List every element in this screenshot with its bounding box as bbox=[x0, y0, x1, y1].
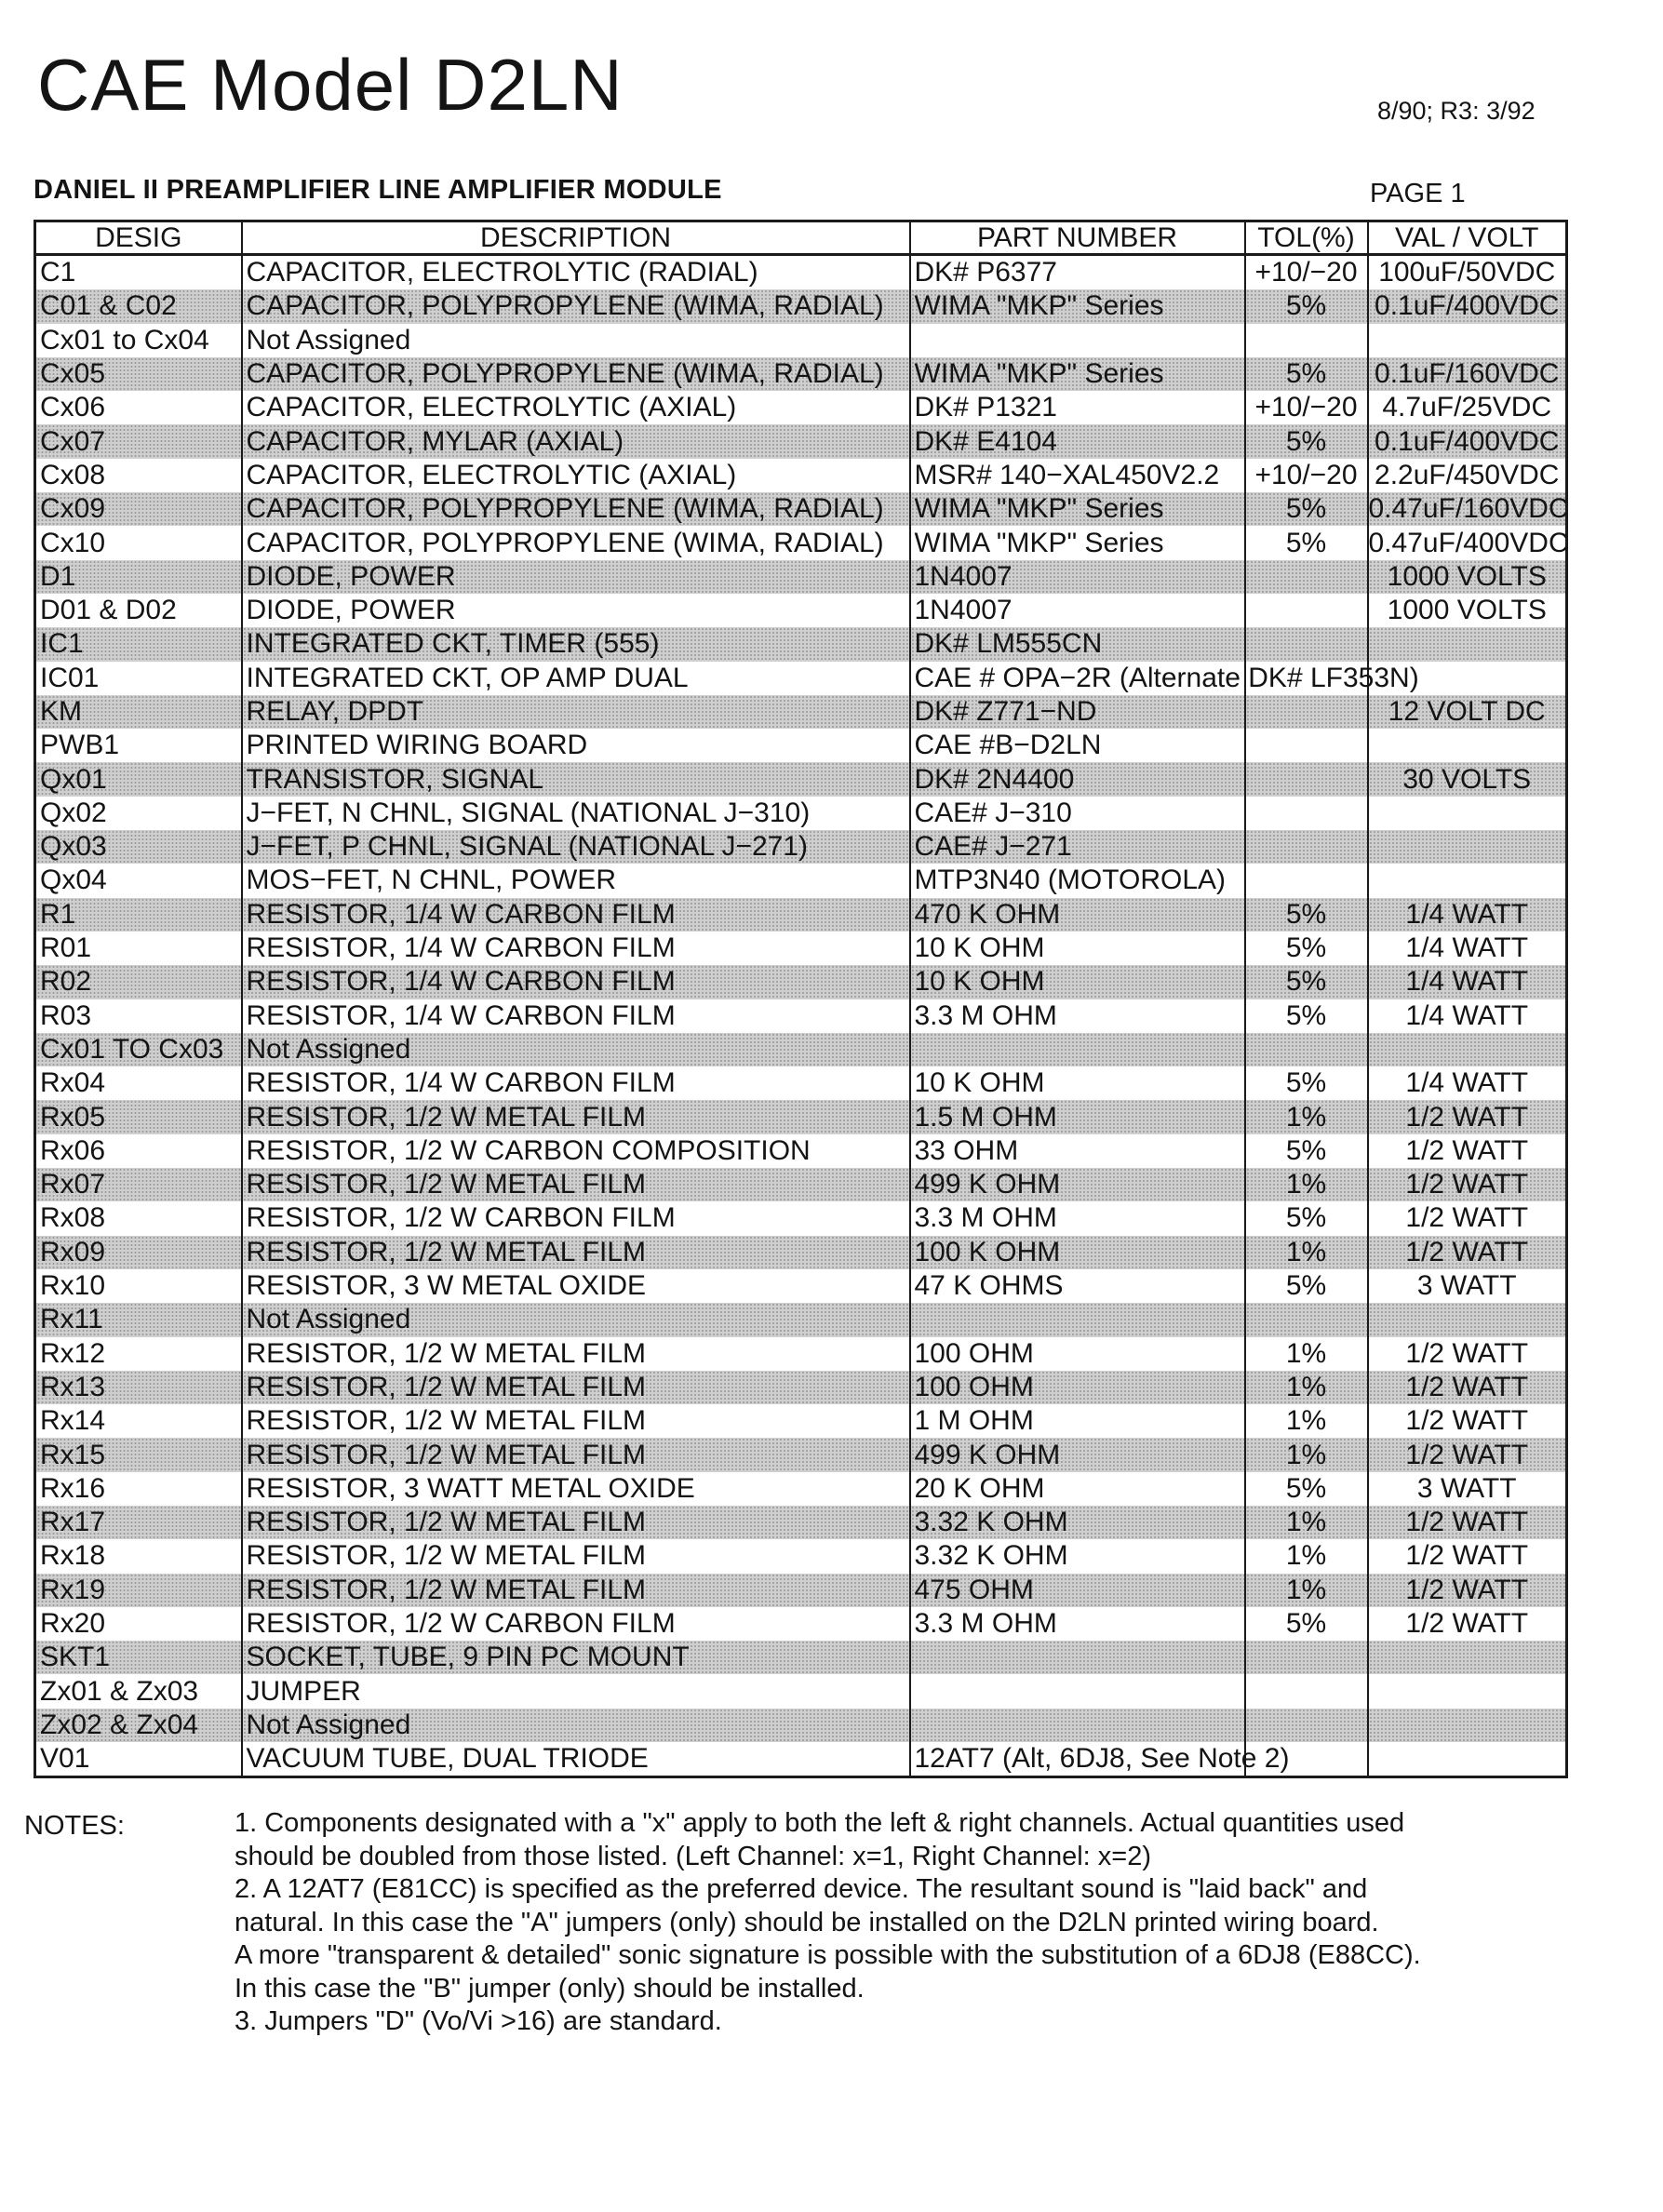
cell-description: PRINTED WIRING BOARD bbox=[242, 729, 910, 762]
cell-desig: Rx07 bbox=[35, 1168, 242, 1201]
cell-value: 3 WATT bbox=[1416, 1270, 1517, 1302]
cell-description: RESISTOR, 1/2 W CARBON COMPOSITION bbox=[242, 1134, 910, 1168]
cell-value bbox=[1368, 627, 1567, 661]
cell-tolerance bbox=[1245, 729, 1368, 762]
revision-date: 8/90; R3: 3/92 bbox=[1377, 97, 1536, 125]
cell-value: 100uF/50VDC bbox=[1378, 257, 1556, 288]
cell-tolerance: 1% bbox=[1245, 1337, 1368, 1371]
cell-part-number: 47 K OHMS bbox=[910, 1269, 1245, 1303]
cell-part-number: DK# 2N4400 bbox=[910, 762, 1245, 796]
cell-description: Not Assigned bbox=[242, 1303, 910, 1336]
cell-description: CAPACITOR, POLYPROPYLENE (WIMA, RADIAL) bbox=[242, 357, 910, 391]
cell-value bbox=[1368, 729, 1567, 762]
note-line: 2. A 12AT7 (E81CC) is specified as the preferred device. The resultant sound is "laid back" and bbox=[235, 1874, 1368, 1904]
cell-desig: Rx04 bbox=[35, 1066, 242, 1100]
cell-desig: Cx01 to Cx04 bbox=[35, 324, 242, 357]
table-row bbox=[35, 627, 1567, 661]
note-line: should be doubled from those listed. (Left Channel: x=1, Right Channel: x=2) bbox=[235, 1841, 1151, 1871]
cell-value: 1/2 WATT bbox=[1405, 1134, 1529, 1166]
cell-tolerance: 5% bbox=[1245, 1201, 1368, 1235]
cell-value: 12 VOLT DC bbox=[1368, 695, 1567, 729]
cell-part-number: 3.32 K OHM bbox=[910, 1506, 1245, 1539]
document-subtitle: DANIEL II PREAMPLIFIER LINE AMPLIFIER MODULE bbox=[34, 175, 722, 205]
cell-value bbox=[1368, 1303, 1567, 1336]
table-row bbox=[35, 1607, 1567, 1641]
table-row bbox=[35, 1134, 1567, 1168]
cell-value: 1/4 WATT bbox=[1405, 1067, 1529, 1099]
cell-part-number: MSR# 140−XAL450V2.2 bbox=[910, 459, 1245, 492]
table-row bbox=[35, 1404, 1567, 1438]
cell-tolerance: 1% bbox=[1245, 1100, 1368, 1133]
cell-tolerance: 5% bbox=[1245, 492, 1368, 526]
cell-part-number bbox=[910, 1674, 1245, 1708]
cell-description: DIODE, POWER bbox=[242, 560, 910, 594]
note-line: 1. Components designated with a "x" apply to both the left & right channels. Actual quantities used bbox=[235, 1808, 1405, 1838]
table-row bbox=[35, 424, 1567, 458]
cell-tolerance: 5% bbox=[1245, 424, 1368, 458]
cell-part-number: MTP3N40 (MOTOROLA) bbox=[910, 864, 1245, 897]
table-row bbox=[35, 1539, 1567, 1573]
cell-desig: Cx10 bbox=[35, 526, 242, 559]
cell-tolerance bbox=[1245, 560, 1368, 594]
cell-part-number: CAE # OPA−2R (Alternate DK# LF353N) bbox=[910, 662, 1245, 695]
cell-part-number: WIMA "MKP" Series bbox=[910, 289, 1245, 323]
cell-part-number: WIMA "MKP" Series bbox=[910, 357, 1245, 391]
cell-value: 1/4 WATT bbox=[1368, 965, 1567, 999]
table-row bbox=[35, 1269, 1567, 1303]
cell-part-number bbox=[910, 1641, 1245, 1674]
cell-description: RESISTOR, 3 WATT METAL OXIDE bbox=[242, 1472, 910, 1506]
table-row bbox=[35, 492, 1567, 526]
table-header-row bbox=[35, 221, 1567, 255]
cell-value: 1000 VOLTS bbox=[1368, 560, 1567, 594]
cell-desig: Qx04 bbox=[35, 864, 242, 897]
cell-tolerance: 1% bbox=[1245, 1371, 1368, 1404]
cell-description: RESISTOR, 1/4 W CARBON FILM bbox=[242, 965, 910, 999]
cell-description: JUMPER bbox=[242, 1674, 910, 1708]
cell-tolerance: +10/−20 bbox=[1245, 255, 1368, 290]
cell-desig: Rx15 bbox=[35, 1438, 242, 1471]
cell-value: 1/2 WATT bbox=[1368, 1506, 1567, 1539]
note-line: 3. Jumpers "D" (Vo/Vi >16) are standard. bbox=[235, 2006, 722, 2036]
cell-desig: Qx01 bbox=[35, 762, 242, 796]
cell-part-number: DK# Z771−ND bbox=[910, 695, 1245, 729]
cell-desig: Rx06 bbox=[35, 1134, 242, 1168]
cell-part-number: 3.32 K OHM bbox=[910, 1539, 1245, 1573]
cell-part-number: 3.3 M OHM bbox=[910, 999, 1245, 1033]
cell-part-number: DK# P1321 bbox=[910, 391, 1245, 424]
cell-tolerance bbox=[1245, 1303, 1368, 1336]
table-row bbox=[35, 526, 1567, 559]
table-row bbox=[35, 391, 1567, 424]
cell-part-number: 100 OHM bbox=[910, 1371, 1245, 1404]
table-row bbox=[35, 1574, 1567, 1607]
table-row bbox=[35, 965, 1567, 999]
cell-tolerance: 1% bbox=[1245, 1168, 1368, 1201]
cell-tolerance: 1% bbox=[1245, 1539, 1368, 1573]
cell-desig: PWB1 bbox=[35, 729, 242, 762]
table-row bbox=[35, 1201, 1567, 1235]
cell-desig: Rx19 bbox=[35, 1574, 242, 1607]
table-row bbox=[35, 1709, 1567, 1742]
table-row bbox=[35, 999, 1567, 1033]
cell-value: 1/2 WATT bbox=[1405, 1608, 1529, 1640]
cell-desig: D01 & D02 bbox=[35, 594, 242, 627]
table-row bbox=[35, 729, 1567, 762]
cell-description: CAPACITOR, ELECTROLYTIC (AXIAL) bbox=[242, 391, 910, 424]
cell-part-number: CAE #B−D2LN bbox=[910, 729, 1245, 762]
cell-value: 1/2 WATT bbox=[1368, 1574, 1567, 1607]
cell-desig: R01 bbox=[35, 932, 242, 965]
cell-desig: R1 bbox=[35, 898, 242, 932]
cell-description: INTEGRATED CKT, OP AMP DUAL bbox=[242, 662, 910, 695]
cell-tolerance: 5% bbox=[1245, 932, 1368, 965]
cell-tolerance: 1% bbox=[1245, 1404, 1368, 1438]
cell-description: RESISTOR, 1/2 W METAL FILM bbox=[242, 1404, 910, 1438]
note-line: natural. In this case the "A" jumpers (only) should be installed on the D2LN printed wiring board. bbox=[235, 1907, 1379, 1937]
cell-description: RESISTOR, 1/4 W CARBON FILM bbox=[242, 1066, 910, 1100]
cell-desig: IC1 bbox=[35, 627, 242, 661]
page-number: PAGE 1 bbox=[1370, 179, 1466, 208]
table-row bbox=[35, 357, 1567, 391]
cell-part-number: 10 K OHM bbox=[910, 1066, 1245, 1100]
cell-desig: C1 bbox=[35, 255, 242, 290]
cell-value bbox=[1368, 864, 1567, 897]
cell-tolerance bbox=[1245, 762, 1368, 796]
cell-part-number: 499 K OHM bbox=[910, 1438, 1245, 1471]
document-title: CAE Model D2LN bbox=[37, 44, 624, 126]
cell-tolerance: 1% bbox=[1245, 1438, 1368, 1471]
cell-description: RESISTOR, 1/4 W CARBON FILM bbox=[242, 932, 910, 965]
cell-value: 1/4 WATT bbox=[1405, 932, 1529, 964]
cell-value: 1/2 WATT bbox=[1405, 1202, 1529, 1234]
cell-description: RESISTOR, 1/2 W METAL FILM bbox=[242, 1574, 910, 1607]
cell-tolerance bbox=[1245, 830, 1368, 864]
cell-part-number: 1 M OHM bbox=[910, 1404, 1245, 1438]
cell-description: TRANSISTOR, SIGNAL bbox=[242, 762, 910, 796]
cell-desig: Cx06 bbox=[35, 391, 242, 424]
table-row bbox=[35, 898, 1567, 932]
column-header-desig: DESIG bbox=[35, 221, 242, 255]
cell-description: RESISTOR, 1/4 W CARBON FILM bbox=[242, 898, 910, 932]
cell-desig: Rx17 bbox=[35, 1506, 242, 1539]
cell-value bbox=[1368, 1742, 1567, 1777]
table-row bbox=[35, 324, 1567, 357]
cell-tolerance: 5% bbox=[1245, 1472, 1368, 1506]
cell-value: 1/2 WATT bbox=[1405, 1405, 1529, 1437]
cell-part-number: WIMA "MKP" Series bbox=[910, 492, 1245, 526]
cell-description: RESISTOR, 1/2 W METAL FILM bbox=[242, 1506, 910, 1539]
table-row bbox=[35, 1438, 1567, 1471]
table-row bbox=[35, 1641, 1567, 1674]
cell-description: DIODE, POWER bbox=[242, 594, 910, 627]
cell-tolerance: +10/−20 bbox=[1245, 391, 1368, 424]
cell-part-number bbox=[910, 1303, 1245, 1336]
cell-desig: Zx01 & Zx03 bbox=[35, 1674, 242, 1708]
cell-description: Not Assigned bbox=[242, 324, 910, 357]
column-header-part-number: PART NUMBER bbox=[910, 221, 1245, 255]
cell-tolerance: +10/−20 bbox=[1245, 459, 1368, 492]
cell-value bbox=[1368, 1674, 1567, 1708]
cell-desig: Rx12 bbox=[35, 1337, 242, 1371]
table-row bbox=[35, 1472, 1567, 1506]
cell-tolerance bbox=[1245, 864, 1368, 897]
cell-tolerance: 5% bbox=[1245, 1134, 1368, 1168]
cell-part-number bbox=[910, 1033, 1245, 1066]
cell-tolerance: 5% bbox=[1245, 526, 1368, 559]
cell-part-number: WIMA "MKP" Series bbox=[910, 526, 1245, 559]
table-row bbox=[35, 830, 1567, 864]
cell-desig: Cx05 bbox=[35, 357, 242, 391]
column-header-tolerance: TOL(%) bbox=[1245, 221, 1368, 255]
cell-tolerance bbox=[1245, 1033, 1368, 1066]
cell-value: 1/2 WATT bbox=[1405, 1337, 1529, 1369]
cell-desig: R02 bbox=[35, 965, 242, 999]
cell-tolerance: 1% bbox=[1245, 1236, 1368, 1269]
table-row bbox=[35, 560, 1567, 594]
table-row bbox=[35, 1236, 1567, 1269]
cell-description: Not Assigned bbox=[242, 1709, 910, 1742]
cell-value: 1/2 WATT bbox=[1405, 1540, 1529, 1572]
table-row bbox=[35, 594, 1567, 627]
cell-desig: Cx09 bbox=[35, 492, 242, 526]
cell-part-number: DK# P6377 bbox=[910, 255, 1245, 290]
cell-desig: Rx09 bbox=[35, 1236, 242, 1269]
cell-value: 3 WATT bbox=[1416, 1472, 1517, 1504]
cell-desig: Rx14 bbox=[35, 1404, 242, 1438]
cell-value: 30 VOLTS bbox=[1368, 762, 1567, 796]
cell-desig: Qx03 bbox=[35, 830, 242, 864]
cell-value: 4.7uF/25VDC bbox=[1382, 392, 1552, 423]
cell-description: RESISTOR, 1/2 W METAL FILM bbox=[242, 1168, 910, 1201]
cell-description: VACUUM TUBE, DUAL TRIODE bbox=[242, 1742, 910, 1777]
cell-description: RESISTOR, 1/2 W METAL FILM bbox=[242, 1337, 910, 1371]
cell-tolerance: 5% bbox=[1245, 898, 1368, 932]
cell-description: RESISTOR, 1/2 W METAL FILM bbox=[242, 1371, 910, 1404]
cell-desig: Zx02 & Zx04 bbox=[35, 1709, 242, 1742]
cell-tolerance bbox=[1245, 627, 1368, 661]
cell-part-number bbox=[910, 324, 1245, 357]
table-row bbox=[35, 289, 1567, 323]
cell-description: RELAY, DPDT bbox=[242, 695, 910, 729]
cell-part-number: 499 K OHM bbox=[910, 1168, 1245, 1201]
cell-desig: KM bbox=[35, 695, 242, 729]
cell-tolerance: 5% bbox=[1245, 965, 1368, 999]
cell-description: INTEGRATED CKT, TIMER (555) bbox=[242, 627, 910, 661]
cell-description: J−FET, P CHNL, SIGNAL (NATIONAL J−271) bbox=[242, 830, 910, 864]
cell-value: 0.1uF/160VDC bbox=[1368, 357, 1567, 391]
cell-desig: Rx18 bbox=[35, 1539, 242, 1573]
cell-description: CAPACITOR, POLYPROPYLENE (WIMA, RADIAL) bbox=[242, 289, 910, 323]
cell-desig: Cx07 bbox=[35, 424, 242, 458]
cell-tolerance: 5% bbox=[1245, 1269, 1368, 1303]
cell-tolerance bbox=[1245, 324, 1368, 357]
column-header-value-voltage: VAL / VOLT bbox=[1368, 221, 1567, 255]
table-row bbox=[35, 1506, 1567, 1539]
cell-description: CAPACITOR, POLYPROPYLENE (WIMA, RADIAL) bbox=[242, 526, 910, 559]
cell-part-number: 10 K OHM bbox=[910, 965, 1245, 999]
cell-part-number: 475 OHM bbox=[910, 1574, 1245, 1607]
cell-desig: SKT1 bbox=[35, 1641, 242, 1674]
cell-part-number: 1.5 M OHM bbox=[910, 1100, 1245, 1133]
cell-value: 0.47uF/400VDC bbox=[1368, 527, 1569, 558]
table-row bbox=[35, 1066, 1567, 1100]
cell-desig: Rx13 bbox=[35, 1371, 242, 1404]
cell-value: 1/2 WATT bbox=[1368, 1236, 1567, 1269]
cell-part-number: DK# E4104 bbox=[910, 424, 1245, 458]
cell-desig: IC01 bbox=[35, 662, 242, 695]
cell-part-number: CAE# J−310 bbox=[910, 797, 1245, 830]
cell-description: CAPACITOR, POLYPROPYLENE (WIMA, RADIAL) bbox=[242, 492, 910, 526]
cell-desig: Rx11 bbox=[35, 1303, 242, 1336]
cell-tolerance: 5% bbox=[1245, 357, 1368, 391]
cell-desig: Cx01 TO Cx03 bbox=[35, 1033, 242, 1066]
cell-part-number: 1N4007 bbox=[910, 560, 1245, 594]
cell-value bbox=[1368, 1709, 1567, 1742]
cell-description: CAPACITOR, MYLAR (AXIAL) bbox=[242, 424, 910, 458]
note-line: A more "transparent & detailed" sonic signature is possible with the substitution of a 6DJ8 (E88CC). bbox=[235, 1940, 1421, 1970]
cell-part-number: 470 K OHM bbox=[910, 898, 1245, 932]
parts-table bbox=[34, 220, 1568, 1778]
table-row bbox=[35, 1168, 1567, 1201]
cell-value bbox=[1368, 1033, 1567, 1066]
cell-description: SOCKET, TUBE, 9 PIN PC MOUNT bbox=[242, 1641, 910, 1674]
cell-description: RESISTOR, 1/2 W METAL FILM bbox=[242, 1236, 910, 1269]
cell-part-number: 20 K OHM bbox=[910, 1472, 1245, 1506]
table-row bbox=[35, 1337, 1567, 1371]
cell-tolerance: 5% bbox=[1245, 289, 1368, 323]
table-row bbox=[35, 1674, 1567, 1708]
cell-part-number: 3.3 M OHM bbox=[910, 1201, 1245, 1235]
table-row bbox=[35, 1742, 1567, 1777]
cell-part-number: 100 OHM bbox=[910, 1337, 1245, 1371]
cell-part-number: DK# LM555CN bbox=[910, 627, 1245, 661]
cell-desig: Rx16 bbox=[35, 1472, 242, 1506]
table-row bbox=[35, 762, 1567, 796]
cell-part-number: 3.3 M OHM bbox=[910, 1607, 1245, 1641]
cell-value bbox=[1368, 324, 1567, 357]
cell-part-number: 100 K OHM bbox=[910, 1236, 1245, 1269]
cell-value: 1/2 WATT bbox=[1368, 1168, 1567, 1201]
cell-part-number: 10 K OHM bbox=[910, 932, 1245, 965]
cell-value: 1/2 WATT bbox=[1368, 1438, 1567, 1471]
cell-description: RESISTOR, 1/4 W CARBON FILM bbox=[242, 999, 910, 1033]
table-row bbox=[35, 1100, 1567, 1133]
cell-part-number: 12AT7 (Alt, 6DJ8, See Note 2) bbox=[910, 1742, 1245, 1777]
column-header-description: DESCRIPTION bbox=[242, 221, 910, 255]
table-row bbox=[35, 695, 1567, 729]
cell-value: 0.47uF/160VDC bbox=[1368, 492, 1567, 526]
cell-part-number bbox=[910, 1709, 1245, 1742]
cell-value bbox=[1368, 797, 1567, 830]
notes-block bbox=[235, 1807, 1575, 2039]
cell-tolerance bbox=[1245, 797, 1368, 830]
cell-tolerance: 5% bbox=[1245, 1607, 1368, 1641]
cell-tolerance: 5% bbox=[1245, 999, 1368, 1033]
cell-description: CAPACITOR, ELECTROLYTIC (AXIAL) bbox=[242, 459, 910, 492]
cell-value bbox=[1368, 1641, 1567, 1674]
cell-description: MOS−FET, N CHNL, POWER bbox=[242, 864, 910, 897]
cell-part-number: 33 OHM bbox=[910, 1134, 1245, 1168]
cell-value: 1/4 WATT bbox=[1405, 999, 1529, 1031]
table-row bbox=[35, 255, 1567, 290]
cell-desig: Rx10 bbox=[35, 1269, 242, 1303]
table-row bbox=[35, 459, 1567, 492]
table-row bbox=[35, 1033, 1567, 1066]
cell-tolerance bbox=[1245, 695, 1368, 729]
cell-tolerance: 5% bbox=[1245, 1066, 1368, 1100]
cell-description: J−FET, N CHNL, SIGNAL (NATIONAL J−310) bbox=[242, 797, 910, 830]
cell-tolerance: 1% bbox=[1245, 1574, 1368, 1607]
table-row bbox=[35, 1371, 1567, 1404]
cell-desig: Rx08 bbox=[35, 1201, 242, 1235]
cell-desig: R03 bbox=[35, 999, 242, 1033]
cell-value: 2.2uF/450VDC bbox=[1375, 459, 1560, 490]
cell-value: 1/4 WATT bbox=[1368, 898, 1567, 932]
cell-desig: Rx20 bbox=[35, 1607, 242, 1641]
cell-description: RESISTOR, 1/2 W CARBON FILM bbox=[242, 1607, 910, 1641]
cell-desig: Cx08 bbox=[35, 459, 242, 492]
cell-description: RESISTOR, 1/2 W CARBON FILM bbox=[242, 1201, 910, 1235]
cell-description: RESISTOR, 1/2 W METAL FILM bbox=[242, 1438, 910, 1471]
cell-description: RESISTOR, 3 W METAL OXIDE bbox=[242, 1269, 910, 1303]
cell-tolerance bbox=[1245, 1709, 1368, 1742]
cell-desig: Rx05 bbox=[35, 1100, 242, 1133]
table-row bbox=[35, 662, 1567, 695]
cell-description: Not Assigned bbox=[242, 1033, 910, 1066]
cell-desig: D1 bbox=[35, 560, 242, 594]
cell-desig: V01 bbox=[35, 1742, 242, 1777]
cell-desig: Qx02 bbox=[35, 797, 242, 830]
cell-value: 1000 VOLTS bbox=[1387, 595, 1547, 626]
parts-table-body bbox=[35, 255, 1567, 1777]
cell-value: 1/2 WATT bbox=[1368, 1371, 1567, 1404]
cell-description: RESISTOR, 1/2 W METAL FILM bbox=[242, 1100, 910, 1133]
cell-value: 0.1uF/400VDC bbox=[1368, 289, 1567, 323]
cell-tolerance bbox=[1245, 1641, 1368, 1674]
cell-tolerance bbox=[1245, 594, 1368, 627]
table-row bbox=[35, 864, 1567, 897]
cell-value: 1/2 WATT bbox=[1368, 1100, 1567, 1133]
cell-description: RESISTOR, 1/2 W METAL FILM bbox=[242, 1539, 910, 1573]
cell-part-number: 1N4007 bbox=[910, 594, 1245, 627]
table-row bbox=[35, 1303, 1567, 1336]
cell-desig: C01 & C02 bbox=[35, 289, 242, 323]
cell-value: 0.1uF/400VDC bbox=[1368, 424, 1567, 458]
cell-tolerance: 1% bbox=[1245, 1506, 1368, 1539]
table-row bbox=[35, 932, 1567, 965]
notes-label: NOTES: bbox=[24, 1811, 125, 1841]
cell-tolerance bbox=[1245, 1674, 1368, 1708]
note-line: In this case the "B" jumper (only) should be installed. bbox=[235, 1973, 865, 2004]
cell-description: CAPACITOR, ELECTROLYTIC (RADIAL) bbox=[242, 255, 910, 290]
cell-part-number: CAE# J−271 bbox=[910, 830, 1245, 864]
cell-value bbox=[1368, 830, 1567, 864]
table-row bbox=[35, 797, 1567, 830]
